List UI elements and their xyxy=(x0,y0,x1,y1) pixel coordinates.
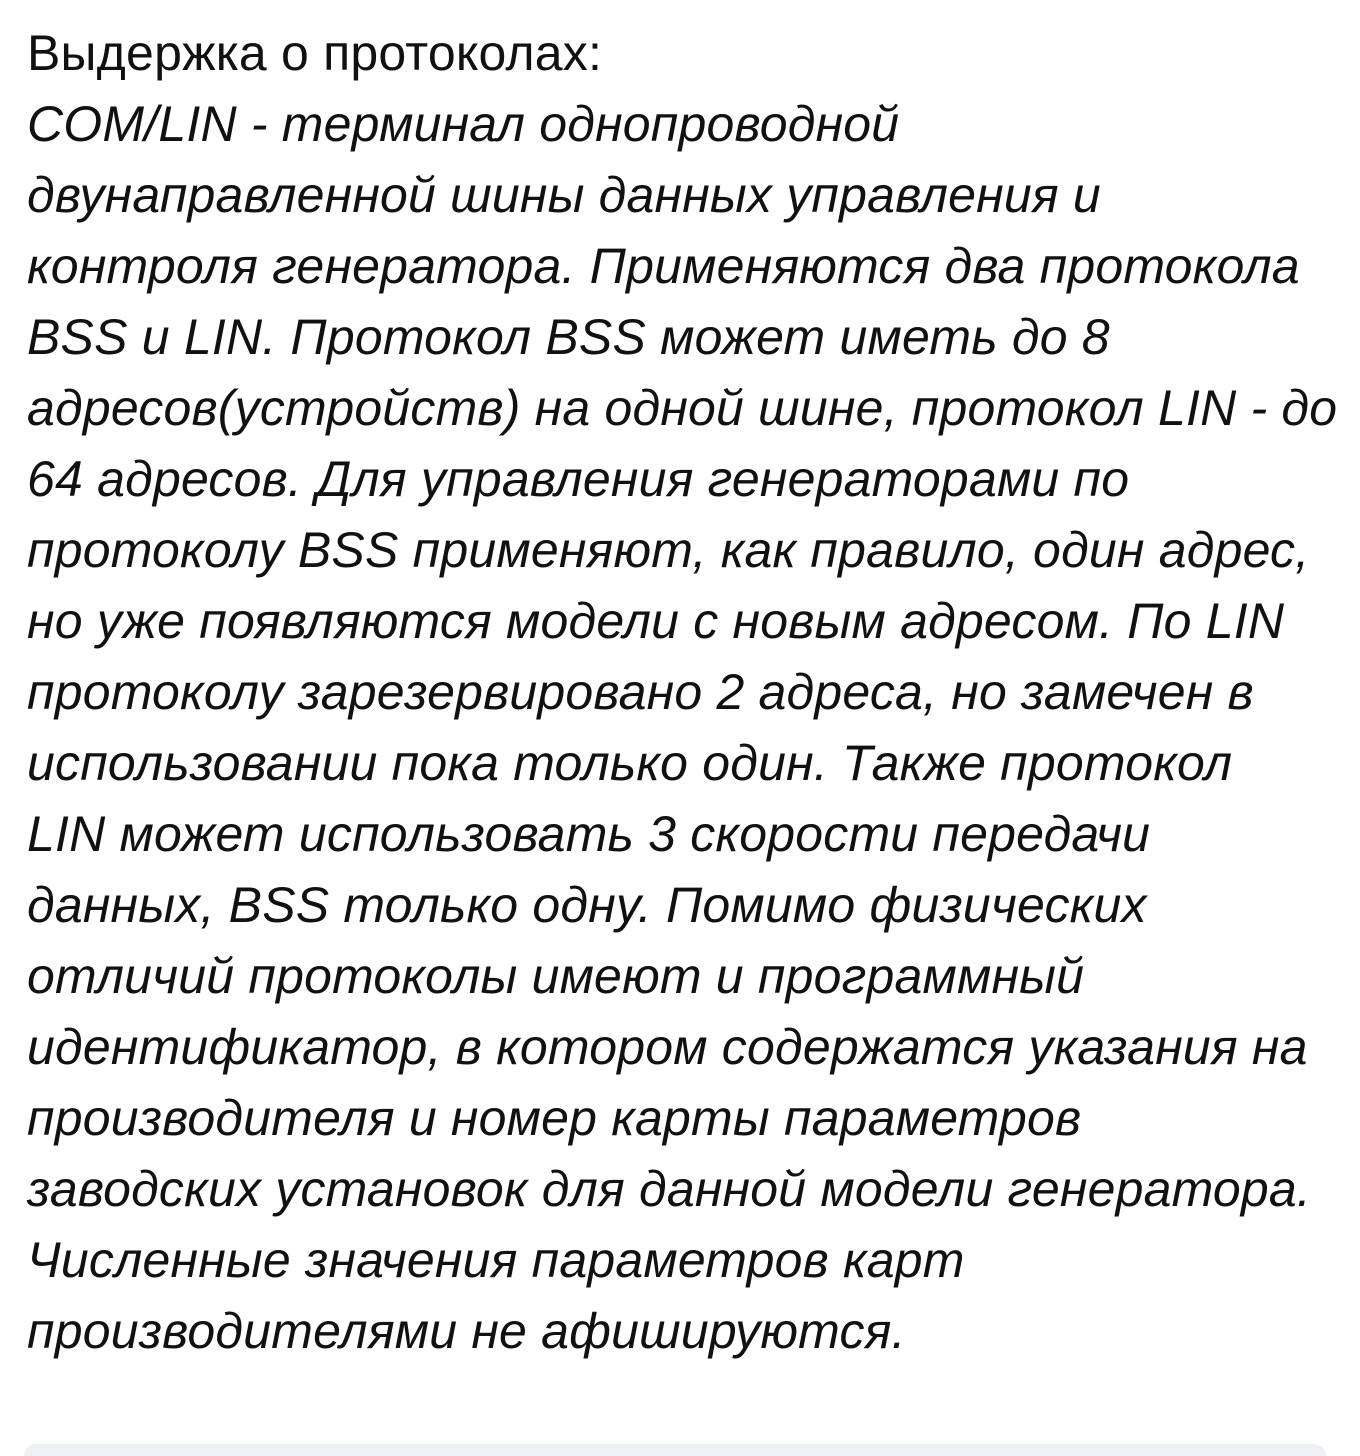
post-line: заводских установок для данной модели генератора. xyxy=(27,1161,1311,1217)
post-line: 64 адресов. Для управления генераторами по xyxy=(27,451,1130,507)
post-heading: Выдержка о протоколах: xyxy=(27,25,603,81)
bottom-panel-edge xyxy=(24,1444,1326,1456)
post-line: COM/LIN - терминал однопроводной xyxy=(27,96,900,152)
post-line: отличий протоколы имеют и программный xyxy=(27,948,1085,1004)
post-line: LIN может использовать 3 скорости передачи xyxy=(27,806,1151,862)
post-line: данных, BSS только одну. Помимо физических xyxy=(27,877,1147,933)
post-text xyxy=(27,18,1337,1367)
post-line: но уже появляются модели с новым адресом. По LIN xyxy=(27,593,1285,649)
post-line: протоколу BSS применяют, как правило, один адрес, xyxy=(27,522,1310,578)
post-line: производителями не афишируются. xyxy=(27,1303,906,1359)
post-line: адресов(устройств) на одной шине, протокол LIN - до xyxy=(27,380,1338,436)
post-line: Численные значения параметров карт xyxy=(27,1232,965,1288)
post-line: двунаправленной шины данных управления и xyxy=(27,167,1101,223)
post-line: производителя и номер карты параметров xyxy=(27,1090,1082,1146)
post-line: контроля генератора. Применяются два протокола xyxy=(27,238,1300,294)
post-line: протоколу зарезервировано 2 адреса, но замечен в xyxy=(27,664,1254,720)
post-line: использовании пока только один. Также протокол xyxy=(27,735,1233,791)
post-line: идентификатор, в котором содержатся указания на xyxy=(27,1019,1308,1075)
post-line: BSS и LIN. Протокол BSS может иметь до 8 xyxy=(27,309,1110,365)
